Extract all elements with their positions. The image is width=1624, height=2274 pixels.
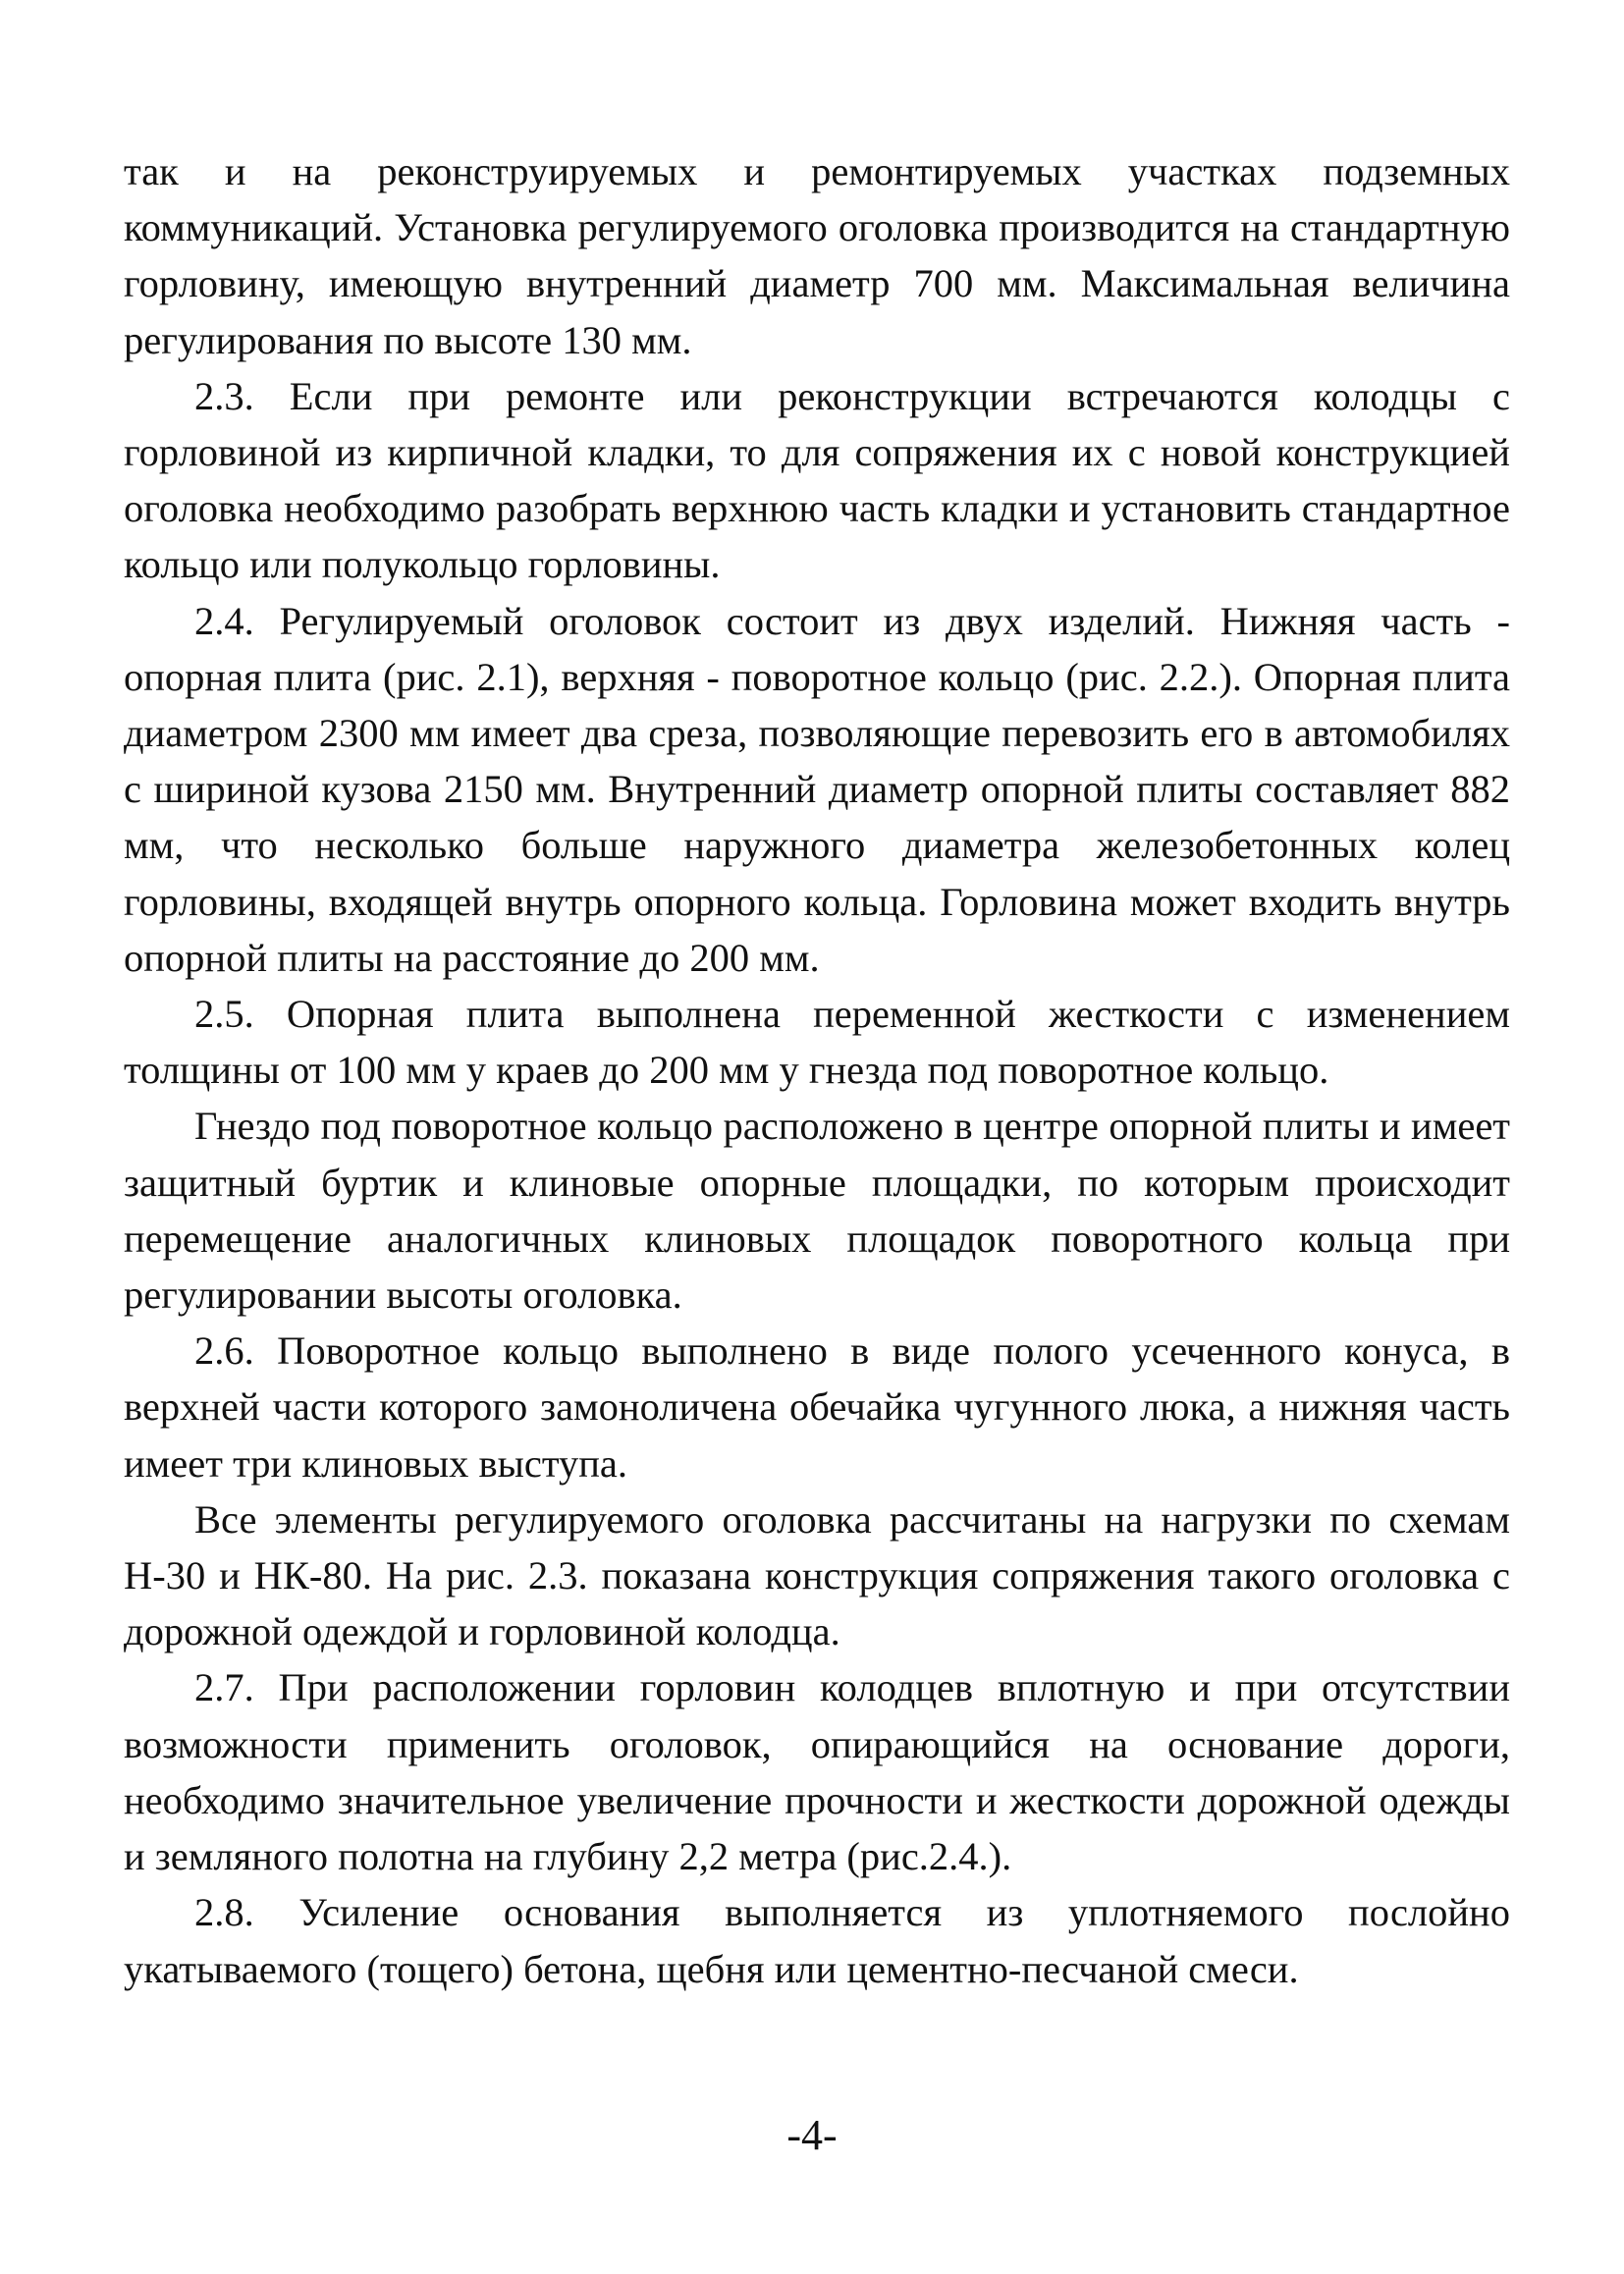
page-number: -4- — [786, 2111, 838, 2159]
paragraph-2-7: 2.7. При расположении горловин колодцев вплотную и при отсутствии возможности применить оголовок, опирающийся на основание дороги, необходимо значительное увеличение прочности и жесткости дорожной одежды и земляного полотна на глубину 2,2 метра (рис.2.4.). — [124, 1665, 1510, 1879]
document-body — [124, 143, 1510, 1997]
paragraph-2-3: 2.3. Если при ремонте или реконструкции встречаются колодцы с горловиной из кирпичной кладки, то для сопряжения их с новой конструкцией оголовка необходимо разобрать верхнюю часть кладки и установить стандартное кольцо или полукольцо горловины. — [124, 373, 1510, 587]
paragraph-2-5: 2.5. Опорная плита выполнена переменной жесткости с изменением толщины от 100 мм у краев до 200 мм у гнезда под поворотное кольцо. — [124, 992, 1510, 1093]
paragraph-2-6: 2.6. Поворотное кольцо выполнено в виде полого усеченного конуса, в верхней части которого замоноличена обечайка чугунного люка, а нижняя часть имеет три клиновых выступа. — [124, 1328, 1510, 1486]
paragraph-intro-continued: так и на реконструируемых и ремонтируемых участках подземных коммуникаций. Установка регулируемого оголовка производится на стандартную горловину, имеющую внутренний диаметр 700 мм. Максимальная величина регулирования по высоте 130 мм. — [124, 149, 1510, 362]
paragraph-load-design: Все элементы регулируемого оголовка рассчитаны на нагрузки по схемам Н-30 и НК-80. На рис. 2.3. показана конструкция сопряжения такого оголовка с дорожной одеждой и горловиной колодца. — [124, 1496, 1510, 1654]
paragraph-2-8: 2.8. Усиление основания выполняется из уплотняемого послойно укатываемого (тощего) бетона, щебня или цементно-песчаной смеси. — [124, 1890, 1510, 1991]
paragraph-socket-description: Гнездо под поворотное кольцо расположено в центре опорной плиты и имеет защитный буртик и клиновые опорные площадки, по которым происходит перемещение аналогичных клиновых площадок поворотного кольца при регулировании высоты оголовка. — [124, 1104, 1510, 1318]
paragraph-2-4: 2.4. Регулируемый оголовок состоит из двух изделий. Нижняя часть - опорная плита (рис. 2.1), верхняя - поворотное кольцо (рис. 2.2.). Опорная плита диаметром 2300 мм имеет два среза, позволяющие перевозить его в автомобилях с шириной кузова 2150 мм. Внутренний диаметр опорной плиты составляет 882 мм, что несколько больше наружного диаметра железобетонных колец горловины, входящей внутрь опорного кольца. Горловина может входить внутрь опорной плиты на расстояние до 200 мм. — [124, 598, 1510, 980]
